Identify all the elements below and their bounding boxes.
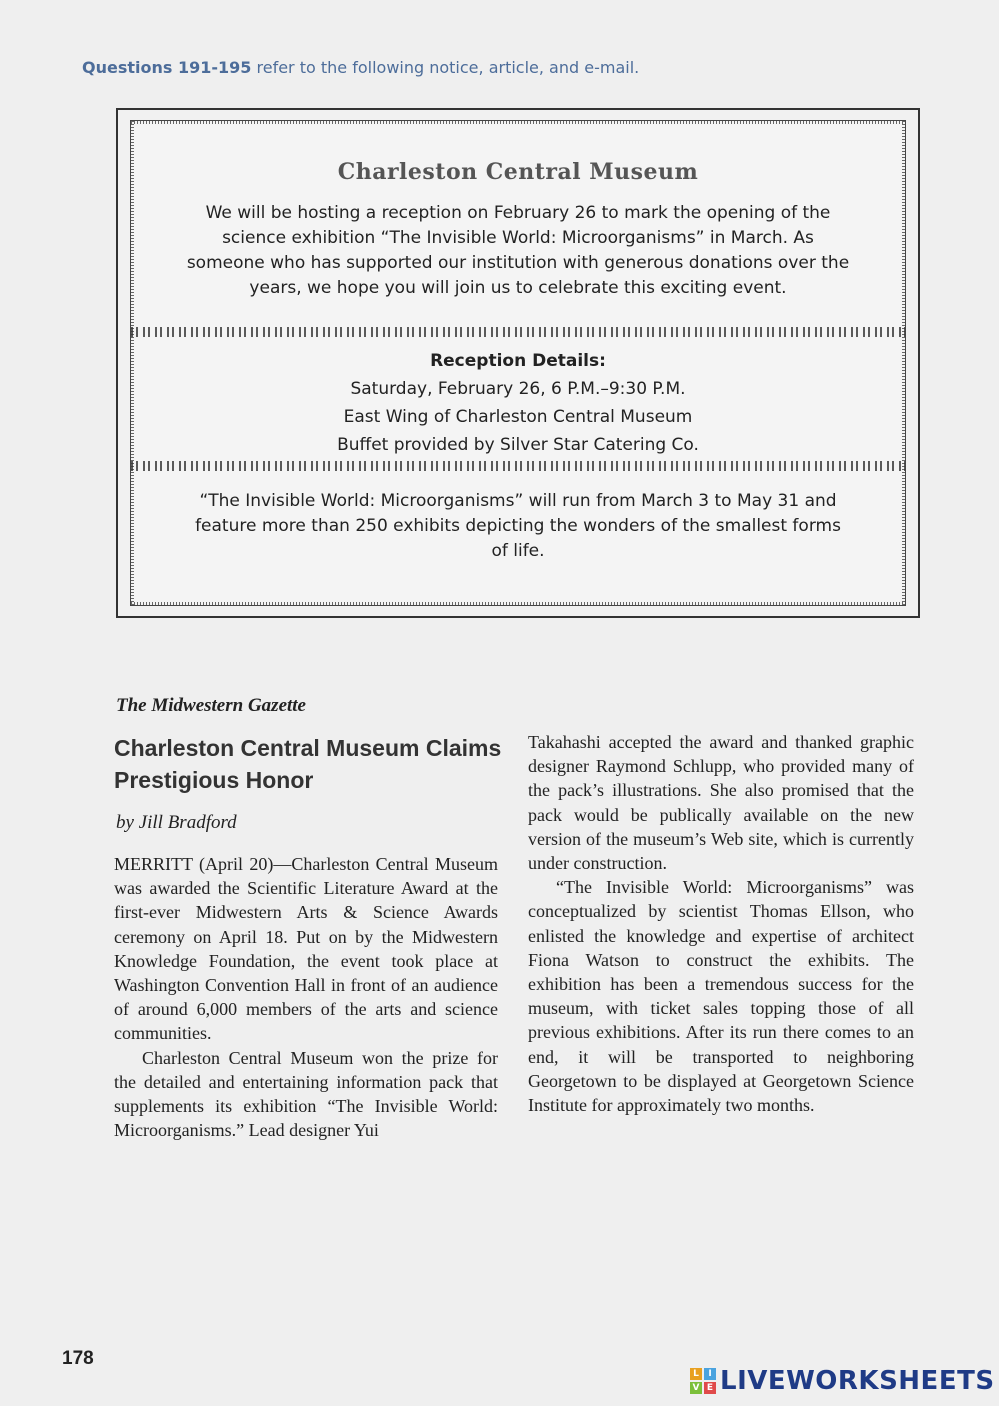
reception-catering: Buffet provided by Silver Star Catering Co.: [337, 435, 699, 455]
page-number: 178: [62, 1348, 94, 1369]
notice-border: [130, 120, 906, 606]
article-paragraph-3: “The Invisible World: Microorganisms” was conceptualized by scientist Thomas Ellson, who enlisted the knowledge and expertise of architect Fiona Watson to construct the exhibits. The exhibition has been a tremendous success for the museum, with ticket sales topping those of all previous exhibitions. After its run there comes to an end, it will be transported to neighboring Georgetown to be displayed at Georgetown Science Institute for approximately two months.: [528, 877, 914, 1116]
notice-divider-top: [131, 327, 905, 337]
article-paragraph-2: Charleston Central Museum won the prize for the detailed and entertaining information pack that supplements its exhibition “The Invisible World: Microorganisms.” Lead designer Yui: [114, 1047, 498, 1141]
notice-divider-bottom: [131, 461, 905, 471]
logo-tile-i: I: [704, 1368, 716, 1380]
article-column-left: [114, 852, 498, 1142]
logo-tile-e: E: [704, 1382, 716, 1394]
museum-notice: [116, 108, 920, 618]
article-headline: Charleston Central Museum Claims Prestigious Honor: [114, 735, 502, 793]
logo-tile-v: V: [690, 1382, 702, 1394]
article-paragraph-2-continued: Takahashi accepted the award and thanked graphic designer Raymond Schlupp, who provided many of the pack’s illustrations. She also promised that the pack would be publically available on the new version of the museum’s Web site, which is currently under construction.: [528, 732, 914, 874]
notice-title: Charleston Central Museum: [337, 159, 699, 185]
reception-date-time: Saturday, February 26, 6 P.M.–9:30 P.M.: [350, 379, 686, 399]
questions-instruction: [82, 58, 639, 77]
reception-details: [131, 347, 905, 459]
article-column-right: [528, 730, 914, 1117]
article-byline: by Jill Bradford: [116, 812, 237, 833]
notice-body: We will be hosting a reception on February 26 to mark the opening of the science exhibition “The Invisible World: Microorganisms” in March. As someone who has supported our institution with generous donations over the years, we hope you will join us to celebrate this exciting event.: [186, 203, 850, 298]
questions-range: Questions 191-195: [82, 58, 252, 77]
reception-details-heading: Reception Details:: [430, 351, 606, 371]
brand-name: LIVEWORKSHEETS: [720, 1366, 995, 1396]
liveworksheets-brand[interactable]: [690, 1366, 995, 1396]
liveworksheets-logo-icon: [690, 1368, 716, 1394]
publication-name: The Midwestern Gazette: [116, 695, 306, 716]
article-paragraph-1: MERRITT (April 20)—Charleston Central Museum was awarded the Scientific Literature Award at the first-ever Midwestern Arts & Science Awards ceremony on April 18. Put on by the Midwestern Knowledge Foundation, the event took place at Washington Convention Hall in front of an audience of around 6,000 members of the arts and science communities.: [114, 854, 498, 1044]
questions-text: refer to the following notice, article, and e-mail.: [251, 58, 640, 77]
logo-tile-l: L: [690, 1368, 702, 1380]
notice-exhibition-info: “The Invisible World: Microorganisms” will run from March 3 to May 31 and feature more than 250 exhibits depicting the wonders of the smallest forms of life.: [195, 491, 841, 561]
reception-location: East Wing of Charleston Central Museum: [343, 407, 693, 427]
